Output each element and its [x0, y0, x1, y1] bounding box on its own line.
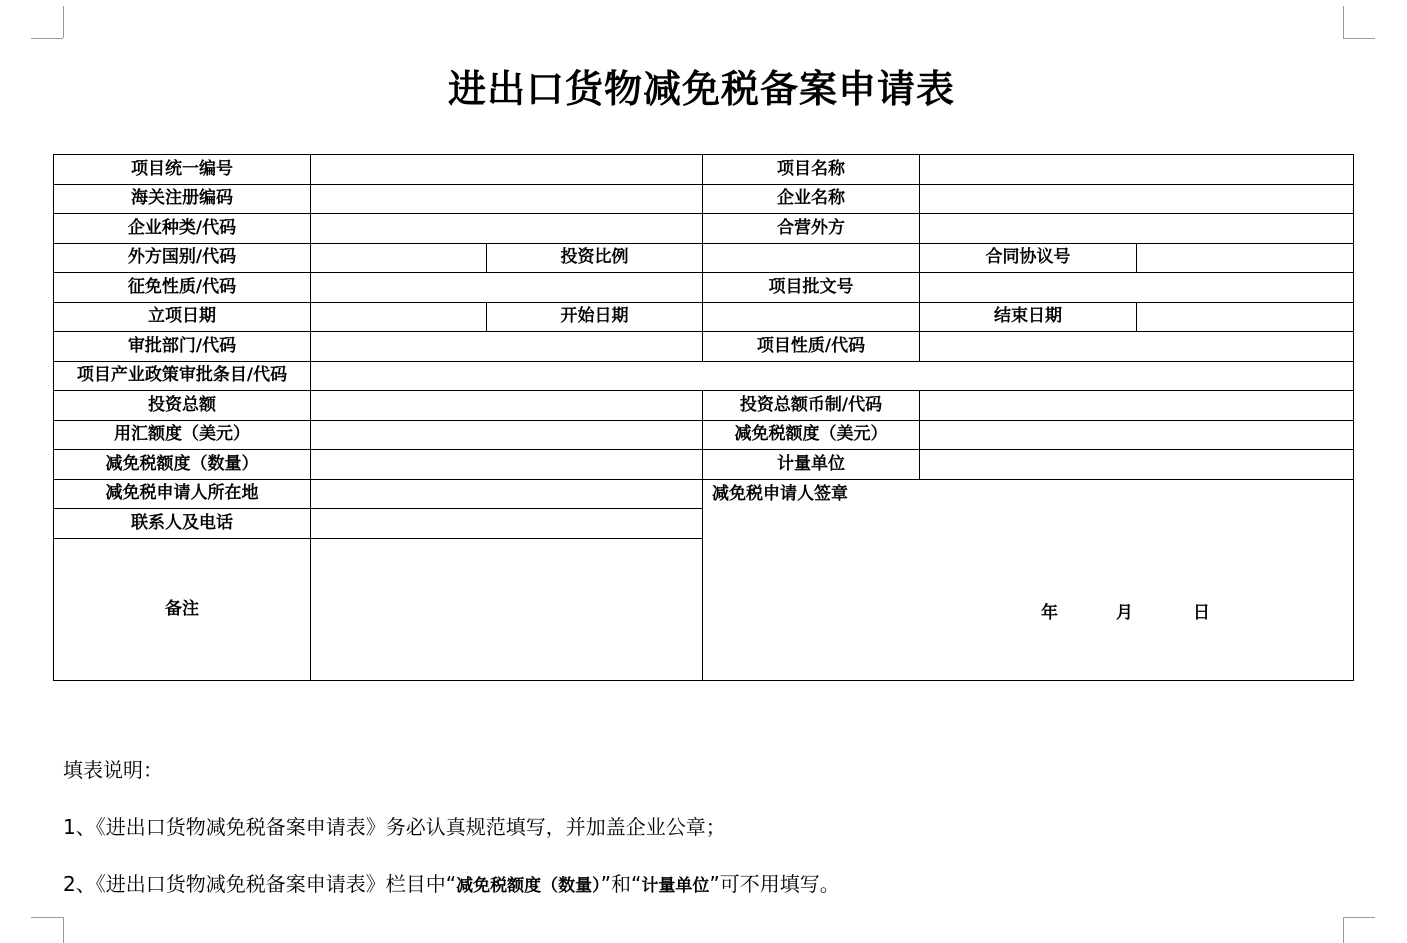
label-foreign-partner: 合营外方 [703, 214, 920, 244]
table-row [54, 479, 1354, 509]
field-applicant-location[interactable] [311, 479, 703, 509]
table-row [54, 214, 1354, 244]
field-end-date[interactable] [1137, 302, 1354, 332]
field-unit[interactable] [920, 450, 1354, 480]
label-contact: 联系人及电话 [54, 509, 311, 539]
label-start-date: 开始日期 [487, 302, 703, 332]
field-project-date[interactable] [311, 302, 487, 332]
table-row [54, 243, 1354, 273]
label-industry-policy: 项目产业政策审批条目/代码 [54, 361, 311, 391]
label-foreign-country: 外方国别/代码 [54, 243, 311, 273]
crop-mark-bottom-left-h [31, 917, 63, 918]
signature-area[interactable] [703, 479, 1354, 680]
table-row [54, 391, 1354, 421]
label-end-date: 结束日期 [920, 302, 1137, 332]
field-foreign-partner[interactable] [920, 214, 1354, 244]
label-applicant-signature: 减免税申请人签章 [712, 483, 848, 504]
instruction-item-2-mid: ”和“ [600, 872, 642, 896]
crop-mark-bottom-left-v [63, 917, 64, 943]
table-row [54, 450, 1354, 480]
field-remarks[interactable] [311, 538, 703, 680]
instruction-item-1: 1、《进出口货物减免税备案申请表》务必认真规范填写，并加盖企业公章； [63, 815, 726, 839]
field-project-name[interactable] [920, 155, 1354, 185]
field-project-id[interactable] [311, 155, 703, 185]
field-approval-doc-no[interactable] [920, 273, 1354, 303]
table-row [54, 420, 1354, 450]
instruction-item-2 [63, 870, 840, 898]
field-customs-code[interactable] [311, 184, 703, 214]
field-project-nature[interactable] [920, 332, 1354, 362]
field-company-type[interactable] [311, 214, 703, 244]
label-company-name: 企业名称 [703, 184, 920, 214]
label-approval-dept: 审批部门/代码 [54, 332, 311, 362]
label-company-type: 企业种类/代码 [54, 214, 311, 244]
crop-mark-top-right-h [1343, 38, 1375, 39]
date-day-label: 日 [1193, 602, 1210, 623]
crop-mark-top-left-h [31, 38, 63, 39]
signature-date [1041, 602, 1210, 623]
label-project-name: 项目名称 [703, 155, 920, 185]
crop-mark-bottom-right-v [1343, 917, 1344, 943]
crop-mark-top-right-v [1343, 6, 1344, 38]
instructions-heading: 填表说明： [63, 758, 163, 782]
table-row [54, 361, 1354, 391]
table-row [54, 184, 1354, 214]
document-title: 进出口货物减免税备案申请表 [447, 67, 955, 111]
field-exempt-amount-usd[interactable] [920, 420, 1354, 450]
instruction-item-2-prefix: 2、《进出口货物减免税备案申请表》栏目中“ [63, 872, 457, 896]
label-project-date: 立项日期 [54, 302, 311, 332]
field-investment-ratio[interactable] [703, 243, 920, 273]
label-investment-currency: 投资总额币制/代码 [703, 391, 920, 421]
instructions [63, 756, 840, 898]
field-industry-policy[interactable] [311, 361, 1354, 391]
label-forex-amount: 用汇额度（美元） [54, 420, 311, 450]
field-exemption-nature[interactable] [311, 273, 703, 303]
label-exempt-amount-qty: 减免税额度（数量） [54, 450, 311, 480]
table-row [54, 332, 1354, 362]
field-start-date[interactable] [703, 302, 920, 332]
field-investment-currency[interactable] [920, 391, 1354, 421]
label-exemption-nature: 征免性质/代码 [54, 273, 311, 303]
instruction-field-unit: 计量单位 [641, 876, 710, 896]
table-row [54, 273, 1354, 303]
field-approval-dept[interactable] [311, 332, 703, 362]
field-contract-no[interactable] [1137, 243, 1354, 273]
label-remarks: 备注 [54, 538, 311, 680]
label-contract-no: 合同协议号 [920, 243, 1137, 273]
label-customs-code: 海关注册编码 [54, 184, 311, 214]
application-form-table [53, 154, 1354, 681]
table-row [54, 155, 1354, 185]
label-project-nature: 项目性质/代码 [703, 332, 920, 362]
label-total-investment: 投资总额 [54, 391, 311, 421]
crop-mark-top-left-v [63, 6, 64, 38]
label-investment-ratio: 投资比例 [487, 243, 703, 273]
field-company-name[interactable] [920, 184, 1354, 214]
field-exempt-amount-qty[interactable] [311, 450, 703, 480]
label-approval-doc-no: 项目批文号 [703, 273, 920, 303]
field-foreign-country[interactable] [311, 243, 487, 273]
date-month-label: 月 [1116, 602, 1133, 623]
field-forex-amount[interactable] [311, 420, 703, 450]
field-total-investment[interactable] [311, 391, 703, 421]
label-project-id: 项目统一编号 [54, 155, 311, 185]
label-applicant-location: 减免税申请人所在地 [54, 479, 311, 509]
table-row [54, 302, 1354, 332]
crop-mark-bottom-right-h [1343, 917, 1375, 918]
instruction-item-2-suffix: ”可不用填写。 [709, 872, 840, 896]
label-exempt-amount-usd: 减免税额度（美元） [703, 420, 920, 450]
instruction-field-exempt-qty: 减免税额度（数量） [456, 876, 601, 896]
field-contact[interactable] [311, 509, 703, 539]
label-unit: 计量单位 [703, 450, 920, 480]
date-year-label: 年 [1041, 602, 1058, 623]
